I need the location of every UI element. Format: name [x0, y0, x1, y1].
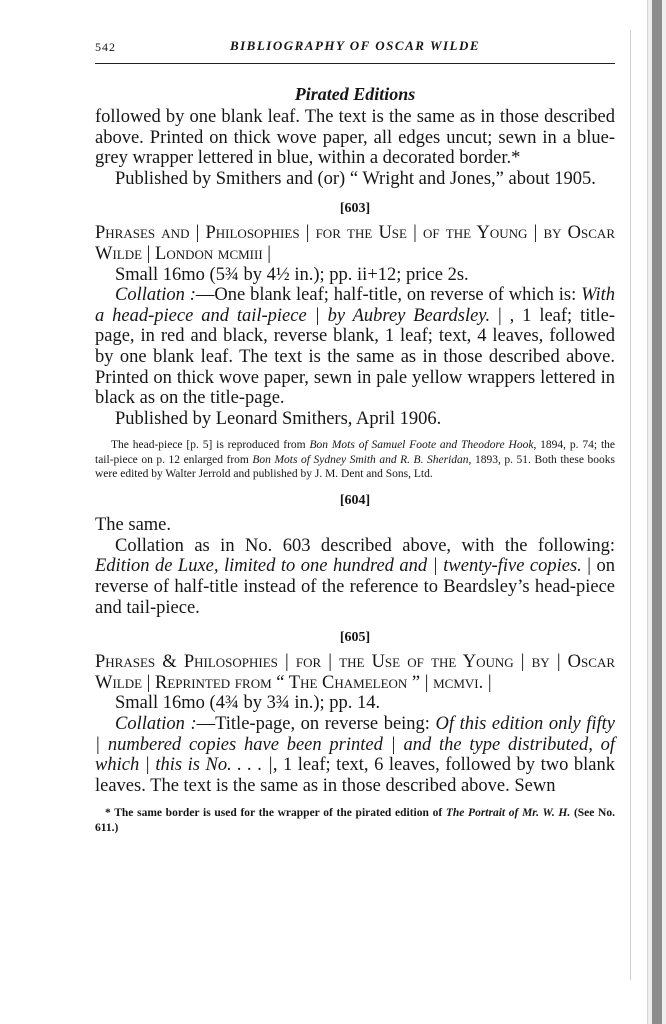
entry-collation-605 — [95, 714, 615, 796]
entry-size-605: Small 16mo (4¾ by 3¾ in.); pp. 14. — [115, 693, 381, 714]
entry-title-605: Phrases & Philosophies | for | the Use of the Young | by | Oscar Wilde | Reprinted from “ The Chameleon ” | mcmvi. | — [95, 652, 615, 693]
footnote-text: * The same border is used for the wrapper of the pirated edition of — [105, 807, 446, 820]
note-text: The head-piece [p. 5] is reproduced from — [111, 439, 310, 452]
collation-label: Collation : — [115, 713, 197, 734]
publisher-paragraph: Published by Smithers and (or) “ Wright and Jones,” about 1905. — [115, 168, 596, 189]
note-text: , 1893, p. 51. Both these books were edited by Walter Jerrold and published by J. M. Dent and Sons, Ltd. — [95, 453, 615, 480]
page-number: 542 — [95, 40, 116, 54]
footnote — [95, 806, 615, 835]
scrollbar-thumb[interactable] — [652, 0, 662, 1024]
note-text: , 1894, p. 74; the tail-piece on p. 12 enlarged from — [95, 439, 615, 466]
footnote-book-title: The Portrait of Mr. W. H. — [445, 807, 571, 820]
collation-label: Collation : — [115, 285, 196, 306]
entry-number-603: [603] — [339, 201, 371, 217]
collation-text: —Title-page, on reverse being: — [196, 713, 436, 734]
section-title: Pirated Editions — [294, 84, 416, 104]
collation-text: | on reverse of half-title instead of the reference to Beardsley’s head-piece and tail-piece. — [95, 556, 615, 618]
intro-paragraph: followed by one blank leaf. The text is the same as in those described above. Printed on thick wove paper, all edges uncut; sewn in a blue-grey wrapper lettered in blue, within a decorated border.* — [95, 107, 615, 169]
book-page — [95, 28, 615, 835]
entry-title-603: Phrases and | Philosophies | for the Use | of the Young | by Oscar Wilde | London mcmiii | — [95, 223, 615, 264]
entry-title-604: The same. — [95, 515, 172, 536]
scrollbar-track[interactable] — [647, 0, 666, 1024]
entry-collation-604 — [95, 536, 615, 618]
entry-size-603: Small 16mo (5¾ by 4½ in.); pp. ii+12; price 2s. — [115, 264, 469, 285]
collation-text: —One blank leaf; half-title, on reverse of which is: — [195, 285, 582, 306]
collation-quote: Edition de Luxe, limited to one hundred and | twenty-five copies. — [95, 556, 582, 577]
collation-text: , 1 leaf; text, 6 leaves, followed by two blank leaves. The text is the same as in those described above. Sewn — [95, 755, 615, 796]
collation-text: Collation as in No. 603 described above, with the following: — [115, 535, 615, 556]
header-rule — [95, 63, 615, 64]
entry-note-603 — [95, 438, 615, 481]
entry-number-605: [605] — [339, 630, 371, 646]
running-head — [95, 28, 615, 58]
collation-quote: Of this edition only fifty | numbered copies have been printed | and the type distributed, of which | this is No. . . . | — [95, 713, 615, 776]
collation-quote: With a head-piece and tail-piece | by Aubrey Beardsley. — [95, 285, 616, 326]
entry-collation-603 — [95, 285, 615, 409]
note-book-title: Bon Mots of Sydney Smith and R. B. Sheridan — [252, 453, 469, 466]
collation-text: | , 1 leaf; title-page, in red and black, reverse blank, 1 leaf; text, 4 leaves, followed by one blank leaf. The text is the same as in those described above. Printed on thick wove paper, sewn in pale yellow wrappers lettered in black as on the title-page. — [95, 305, 616, 409]
page-edge-line — [630, 30, 631, 980]
note-book-title: Bon Mots of Samuel Foote and Theodore Hook — [309, 439, 534, 452]
footnote-text: (See No. 611.) — [95, 807, 615, 834]
running-title: BIBLIOGRAPHY OF OSCAR WILDE — [229, 38, 481, 53]
entry-published-603: Published by Leonard Smithers, April 1906. — [115, 408, 442, 429]
entry-number-604: [604] — [339, 493, 371, 509]
